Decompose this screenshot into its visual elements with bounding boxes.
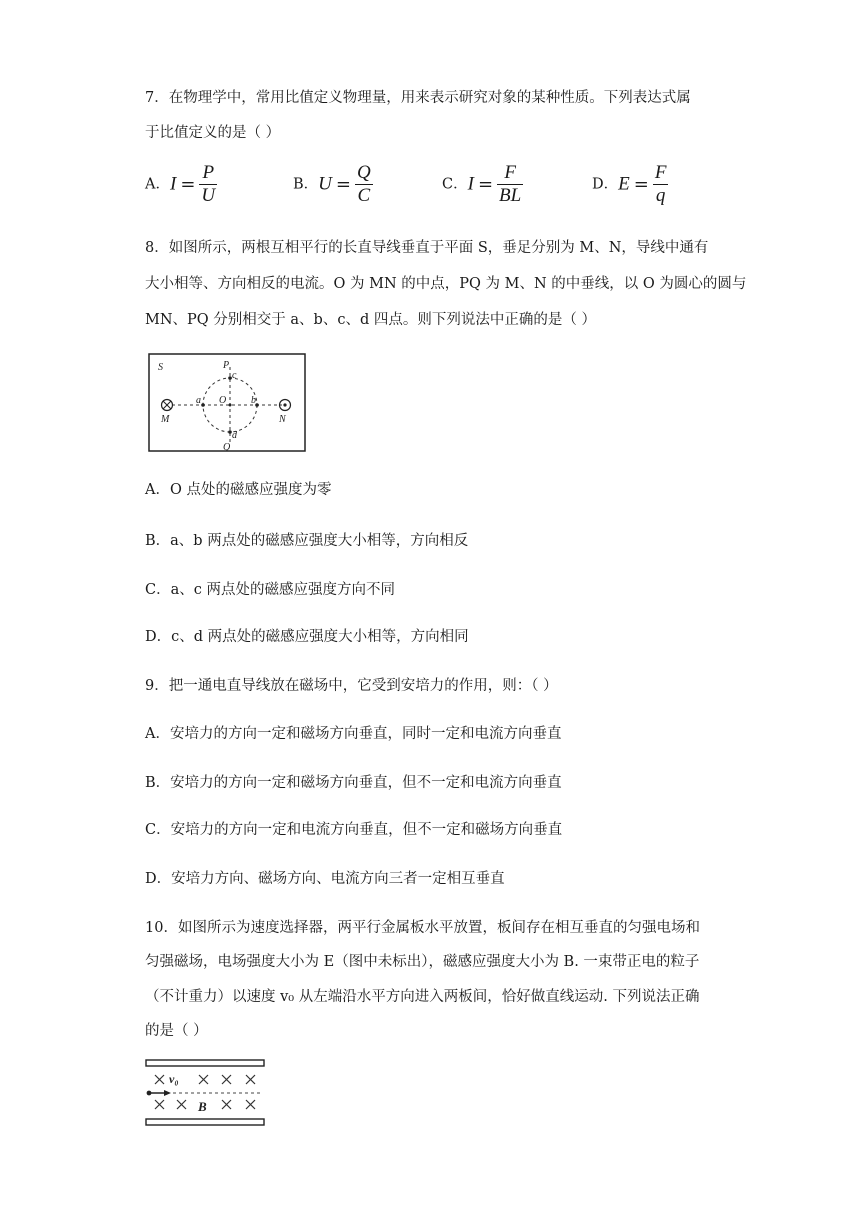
q8-option-b: B．a、b 两点处的磁感应强度大小相等，方向相反 [145, 533, 469, 549]
lower-plate [146, 1119, 264, 1125]
point-o [229, 404, 232, 407]
label-d: d [232, 430, 237, 441]
point-a [201, 403, 205, 407]
formula-fraction: $\frac{F}{q}$ [654, 162, 667, 206]
formula-lhs: I [467, 173, 474, 195]
q9-option-d: D．安培力方向、磁场方向、电流方向三者一定相互垂直 [145, 871, 505, 887]
q9-option-a: A．安培力的方向一定和磁场方向垂直，同时一定和电流方向垂直 [145, 726, 562, 742]
label-o: O [219, 395, 227, 406]
upper-plate [146, 1060, 264, 1066]
formula-lhs: U [318, 173, 332, 195]
q7-option-a: A．I = $\frac{P}{U}$ [145, 162, 216, 206]
q8-stem-line-2: 大小相等、方向相反的电流。O 为 MN 的中点，PQ 为 M、N 的中垂线，以 O 为圆心的圆与 [145, 276, 747, 292]
q8-option-c: C．a、c 两点处的磁感应强度方向不同 [145, 582, 395, 598]
option-label: D． [592, 176, 619, 193]
q10-stem-line-4: 的是（ ） [145, 1023, 208, 1039]
q8-option-a: A．O 点处的磁感应强度为零 [145, 482, 332, 498]
label-c: c [232, 370, 237, 381]
q9-option-c: C．安培力的方向一定和电流方向垂直，但不一定和磁场方向垂直 [145, 822, 563, 838]
formula-fraction: $\frac{P}{U}$ [201, 162, 216, 206]
q7-stem-line-2: 于比值定义的是（ ） [145, 125, 281, 141]
q7-option-b: B．U = $\frac{Q}{C}$ [293, 162, 371, 206]
label-q: Q [223, 442, 231, 453]
q7-option-d: D．E = $\frac{F}{q}$ [592, 162, 667, 206]
q8-stem-line-1: 8．如图所示，两根互相平行的长直导线垂直于平面 S，垂足分别为 M、N，导线中通有 [145, 240, 709, 256]
label-a: a [196, 395, 201, 406]
q8-option-d: D．c、d 两点处的磁感应强度大小相等，方向相同 [145, 629, 469, 645]
label-n: N [279, 414, 286, 425]
option-label: A． [145, 176, 170, 193]
q7-stem-line-1: 7．在物理学中，常用比值定义物理量，用来表示研究对象的某种性质。下列表达式属 [145, 90, 691, 106]
q10-stem-line-1: 10．如图所示为速度选择器，两平行金属板水平放置，板间存在相互垂直的匀强电场和 [145, 920, 700, 936]
q10-stem-line-2: 匀强磁场，电场强度大小为 E（图中未标出），磁感应强度大小为 B. 一束带正电的粒子 [145, 954, 700, 970]
label-b: b [251, 395, 256, 406]
q10-velocity-selector-figure [143, 1058, 267, 1128]
q8-stem-line-3: MN、PQ 分别相交于 a、b、c、d 四点。则下列说法中正确的是（ ） [145, 312, 596, 328]
option-label: C． [442, 176, 468, 193]
label-v0: v₀ [169, 1072, 179, 1086]
label-s: S [158, 362, 163, 373]
formula-lhs: E [618, 173, 630, 195]
formula-fraction: $\frac{F}{BL}$ [499, 162, 522, 206]
label-p: P [223, 360, 230, 371]
q10-stem-line-3: （不计重力）以速度 v₀ 从左端沿水平方向进入两板间，恰好做直线运动. 下列说法正确 [145, 989, 700, 1005]
option-label: B． [293, 176, 319, 193]
q7-option-c: C．I = $\frac{F}{BL}$ [442, 162, 522, 206]
q8-figure [148, 353, 306, 453]
q9-stem: 9．把一通电直导线放在磁场中，它受到安培力的作用，则：（ ） [145, 678, 558, 694]
label-m: M [161, 414, 170, 425]
q9-option-b: B．安培力的方向一定和磁场方向垂直，但不一定和电流方向垂直 [145, 775, 562, 791]
formula-fraction: $\frac{Q}{C}$ [356, 162, 371, 206]
formula-lhs: I [169, 173, 177, 195]
label-b: B [198, 1099, 207, 1114]
